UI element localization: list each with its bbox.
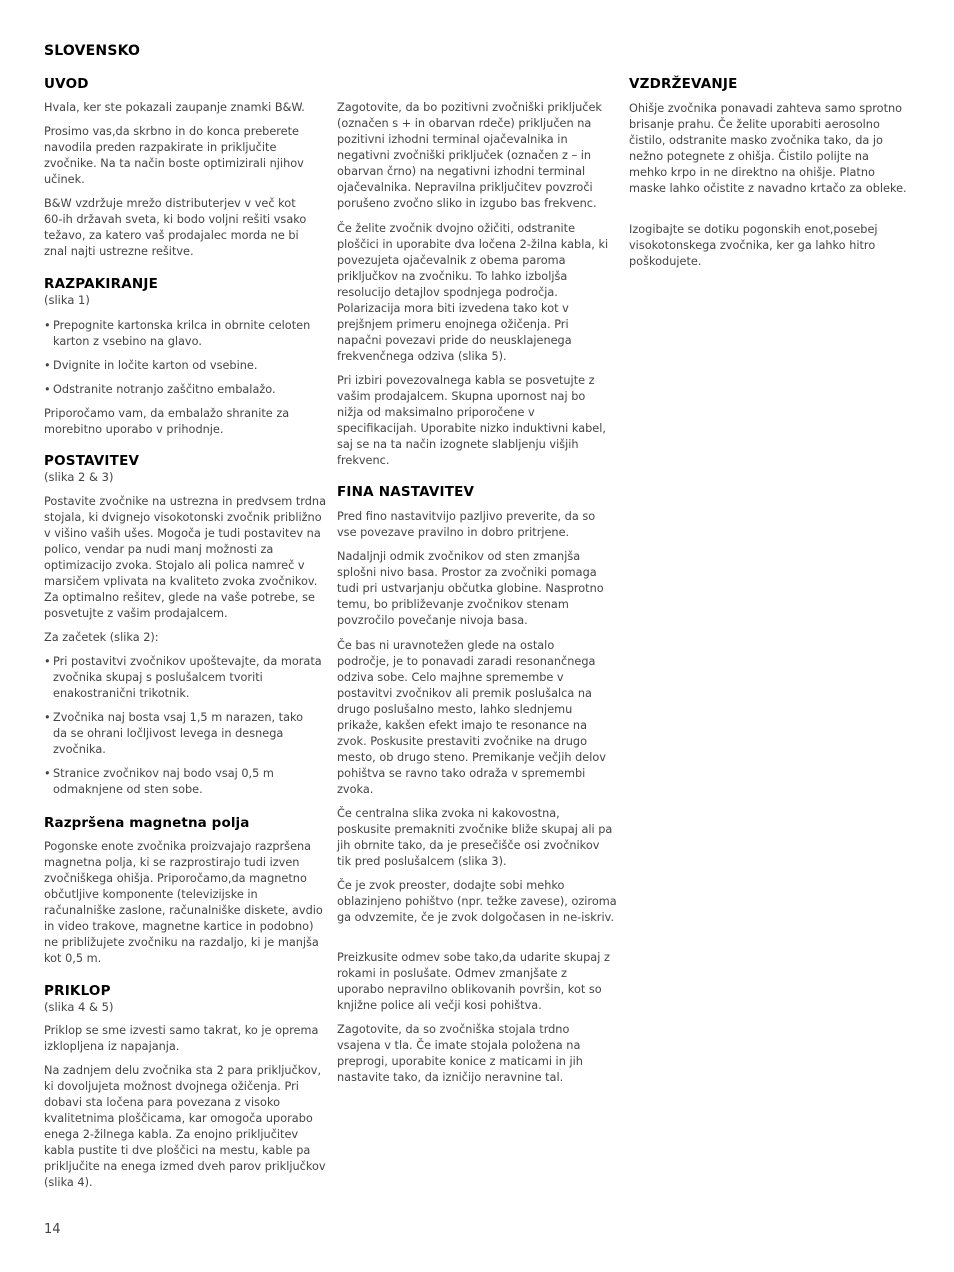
section-heading-postavitev: POSTAVITEV [44, 453, 140, 469]
fina-nastavitev-paragraph-1: Pred fino nastavitvijo pazljivo preverite, da so vse povezave pravilno in dobro pritrjene. [337, 510, 596, 539]
fina-nastavitev-paragraph-6: Preizkusite odmev sobe tako,da udarite skupaj z rokami in poslušate. Odmev zmanjšate z uporabo nepravilno oblikovanih površin, kot so knjižne police ali večji kosi pohištva. [337, 951, 610, 1012]
postavitev-figure-ref: (slika 2 & 3) [44, 470, 114, 484]
fina-nastavitev-paragraph-3: Če bas ni uravnotežen glede na ostalo področje, je to ponavadi zaradi resonančnega odziva sobe. Celo majhne spremembe v postavitvi zvočnikov ali premik poslušalca na drugo poslušalno mesto, lahko slednjemu prikaže, kakšen efekt imajo te resonance na zvok. Poskusite prestaviti zvočnike na drugo mesto, ob drugo steno. Premikanje večjih delov pohištva se ravno tako odraža v spremembi zvoka. [337, 639, 606, 796]
priklop-paragraph-2: Na zadnjem delu zvočnika sta 2 para priključkov, ki dovoljujeta možnost dvojnega ožičenja. Pri dobavi sta ločena para povezana z visoko kvalitetnima ploščicama, kar omogoča uporabo enega 2-žilnega kabla. Za enojno priključitev kabla pustite ti dve ploščici na mestu, kable pa priključite na enega izmed dveh parov priključkov (slika 4). [44, 1064, 326, 1189]
priklop-figure-ref: (slika 4 & 5) [44, 1000, 114, 1014]
section-heading-fina-nastavitev: FINA NASTAVITEV [337, 484, 475, 500]
magnetna-polja-paragraph: Pogonske enote zvočnika proizvajajo razpršena magnetna polja, ki se razprostirajo tudi izven zvočniškega ohišja. Priporočamo,da magnetno občutljive komponente (televizijske in računalniške zaslone, računalniške diskete, avdio in video trakove, magnetne kartice in podobno) ne približujete zvočniku na razdaljo, ki je manjša kot 0,5 m. [44, 840, 323, 965]
page-number: 14 [44, 1222, 61, 1237]
priklop-paragraph-5: Pri izbiri povezovalnega kabla se posvetujte z vašim prodajalcem. Skupna upornost naj bo nižja od maksimalno priporočene v specifikacijah. Uporabite nizko induktivni kabel, saj se na ta način izognete slabljenju višjih frekvenc. [337, 374, 606, 467]
fina-nastavitev-paragraph-4: Če centralna slika zvoka ni kakovostna, poskusite premakniti zvočnike bliže skupaj ali pa jih obrnite tako, da je presečišče osi zvočnikov tik pred poslušalcem (slika 3). [337, 807, 613, 868]
section-heading-razpakiranje: RAZPAKIRANJE [44, 276, 159, 292]
fina-nastavitev-paragraph-5: Če je zvok preoster, dodajte sobi mehko oblazinjeno pohištvo (npr. težke zavese), oziroma ga odvzemite, če je zvok dolgočasen in ne-iskriv. [337, 879, 617, 924]
uvod-paragraph-2: Prosimo vas,da skrbno in do konca preberete navodila preden razpakirate in priključite zvočnike. Na ta način boste optimizirali njihov učinek. [44, 125, 304, 186]
uvod-paragraph-3: B&W vzdržuje mrežo distributerjev v več kot 60-ih državah sveta, ki bodo voljni rešiti vsako težavo, za katero vaš prodajalec morda ne bi znal najti ustrezne rešitve. [44, 197, 307, 258]
razpakiranje-figure-ref: (slika 1) [44, 293, 90, 307]
postavitev-paragraph-2: Za začetek (slika 2): [44, 631, 159, 644]
razpakiranje-bullet-1: • Prepognite kartonska krilca in obrnite celoten karton z vsebino na glavo. [44, 319, 311, 348]
postavitev-bullet-1: • Pri postavitvi zvočnikov upoštevajte, da morata zvočnika skupaj s poslušalcem tvoriti enakostranični trikotnik. [44, 655, 322, 700]
section-heading-vzdrzevanje: VZDRŽEVANJE [629, 76, 738, 92]
section-heading-uvod: UVOD [44, 76, 89, 92]
postavitev-bullet-2: • Zvočnika naj bosta vsaj 1,5 m narazen, tako da se ohrani ločljivost levega in desnega zvočnika. [44, 711, 304, 756]
fina-nastavitev-paragraph-7: Zagotovite, da so zvočniška stojala trdno vsajena v tla. Če imate stojala položena na preprogi, uporabite konice z maticami in jih nastavite tako, da izničijo neravnine tal. [337, 1023, 583, 1084]
language-heading: SLOVENSKO [44, 43, 141, 59]
uvod-paragraph-1: Hvala, ker ste pokazali zaupanje znamki B&W. [44, 101, 305, 114]
razpakiranje-paragraph: Priporočamo vam, da embalažo shranite za morebitno uporabo v prihodnje. [44, 407, 290, 436]
section-heading-magnetna-polja: Razpršena magnetna polja [44, 815, 250, 831]
section-heading-priklop: PRIKLOP [44, 983, 111, 999]
priklop-paragraph-4: Če želite zvočnik dvojno ožičiti, odstranite ploščici in uporabite dva ločena 2-žilna kabla, ki povezujeta ojačevalnik z obema paroma priključkov na zvočniku. To lahko izboljša resolucijo detajlov spodnjega področja. Polarizacija mora biti izvedena tako kot v prejšnjem primeru enojnega ožičenja. Pri napačni povezavi pride do neusklajenega frekvenčnega odziva (slika 5). [337, 222, 609, 363]
fina-nastavitev-paragraph-2: Nadaljnji odmik zvočnikov od sten zmanjša splošni nivo basa. Prostor za zvočniki pomaga tudi pri ustvarjanju občutka globine. Nasprotno temu, bo približevanje zvočnikov stenam povzročilo povečanje nivoja basa. [337, 550, 604, 627]
vzdrzevanje-paragraph-2: Izogibajte se dotiku pogonskih enot,posebej visokotonskega zvočnika, ker ga lahko hitro poškodujete. [629, 223, 878, 268]
razpakiranje-bullet-3: • Odstranite notranjo zaščitno embalažo. [44, 383, 276, 396]
vzdrzevanje-paragraph-1: Ohišje zvočnika ponavadi zahteva samo sprotno brisanje prahu. Če želite uporabiti aerosolno čistilo, odstranite masko zvočnika tako, da jo nežno potegnete z ohišja. Čistilo polijte na mehko krpo in ne direktno na ohišje. Platno maske lahko očistite z navadno krtačo za obleke. [629, 102, 907, 195]
priklop-paragraph-3: Zagotovite, da bo pozitivni zvočniški priključek (označen s + in obarvan rdeče) priključen na pozitivni izhodni terminal ojačevalnika in negativni zvočniški priključek (označen z – in obarvan črno) na negativni izhodni terminal ojačevalnika. Nepravilna priključitev povzroči porušeno zvočno sliko in izgubo bas frekvenc. [337, 101, 602, 210]
postavitev-paragraph-1: Postavite zvočnike na ustrezna in predvsem trdna stojala, ki dvignejo visokotonski zvočnik približno v višino vaših ušes. Mogoča je tudi postavitev na polico, vendar pa nudi manj možnosti za optimizacijo zvoka. Stojalo ali polica namreč v marsičem vplivata na kvaliteto zvoka zvočnikov. Za optimalno rešitev, glede na vaše potrebe, se posvetujte z vašim prodajalcem. [44, 495, 326, 620]
priklop-paragraph-1: Priklop se sme izvesti samo takrat, ko je oprema izklopljena iz napajanja. [44, 1024, 319, 1053]
postavitev-bullet-3: • Stranice zvočnikov naj bodo vsaj 0,5 m odmaknjene od sten sobe. [44, 767, 274, 796]
razpakiranje-bullet-2: • Dvignite in ločite karton od vsebine. [44, 359, 258, 372]
